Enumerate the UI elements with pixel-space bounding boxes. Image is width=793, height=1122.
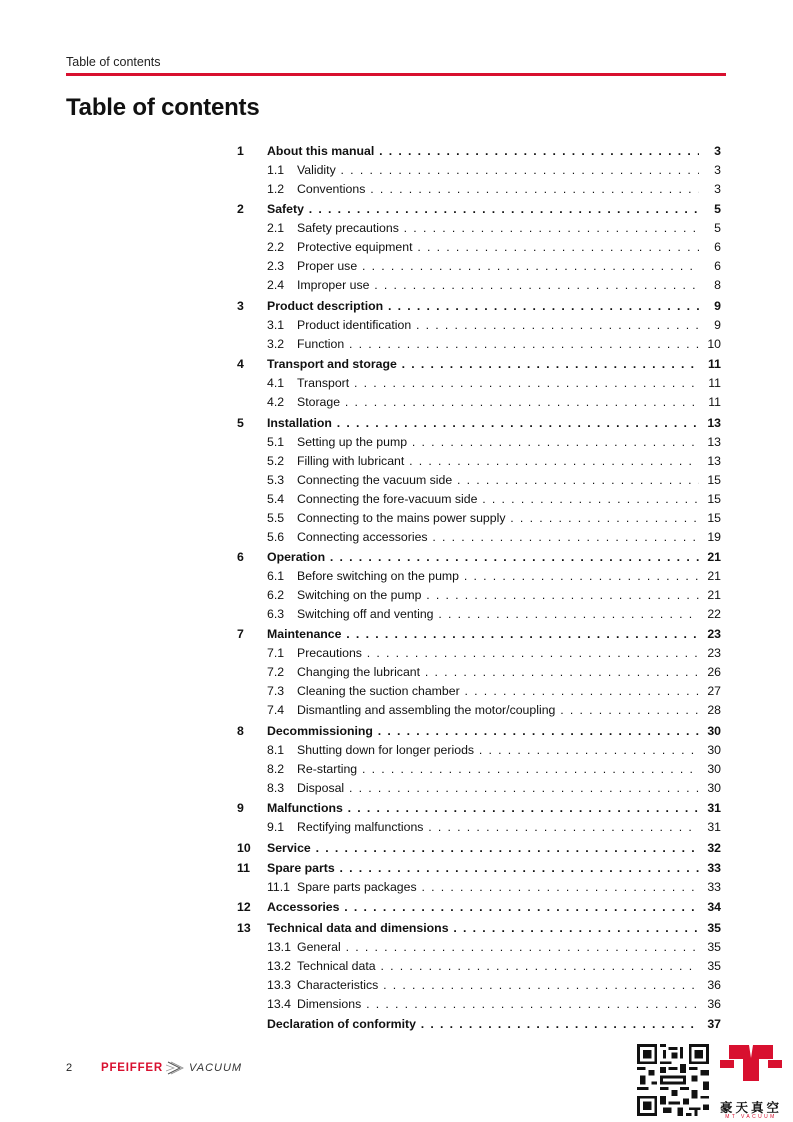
toc-entry-number: 8.2 — [267, 761, 285, 776]
toc-entry-page: 32 — [707, 840, 721, 855]
toc-entry-number: 3.1 — [267, 317, 285, 332]
pfeiffer-vacuum-logo — [101, 1057, 242, 1079]
toc-entry-title: Transport and storage . . . — [267, 355, 699, 374]
toc-section-entry[interactable] — [235, 663, 721, 682]
toc-section-entry[interactable] — [235, 878, 721, 897]
toc-chapter-entry[interactable] — [235, 548, 721, 567]
toc-entry-number: 7 — [237, 627, 244, 642]
toc-entry-page: 3 — [714, 182, 721, 196]
toc-section-entry[interactable] — [235, 995, 721, 1014]
toc-entry-page: 21 — [707, 549, 721, 564]
toc-entry-number: 5.6 — [267, 529, 285, 544]
toc-entry-title: Product description . . . — [267, 297, 699, 316]
toc-section-entry[interactable] — [235, 741, 721, 760]
toc-entry-title: Disposal . . . — [297, 779, 699, 798]
toc-entry-number: 2 — [237, 202, 244, 217]
toc-section-entry[interactable] — [235, 374, 721, 393]
toc-entry-number: 5.5 — [267, 510, 285, 525]
toc-entry-page: 35 — [707, 939, 721, 954]
toc-entry-title: Validity . . . — [297, 161, 699, 180]
toc-entry-title: Connecting to the mains power supply . . . — [297, 509, 699, 528]
toc-chapter-entry[interactable] — [235, 799, 721, 818]
brand-primary: PFEIFFER — [101, 1062, 163, 1074]
toc-section-entry[interactable] — [235, 957, 721, 976]
toc-entry-title: Dismantling and assembling the motor/coupling . . . — [297, 701, 699, 720]
toc-section-entry[interactable] — [235, 976, 721, 995]
toc-entry-page: 11 — [708, 357, 721, 372]
toc-entry-page: 11 — [708, 395, 721, 410]
toc-entry-title: Re-starting . . . — [297, 760, 699, 779]
toc-chapter-entry[interactable] — [235, 200, 721, 219]
toc-entry-number: 9.1 — [267, 820, 285, 835]
toc-chapter-entry[interactable] — [235, 414, 721, 433]
toc-entry-page: 30 — [707, 761, 721, 776]
toc-chapter-entry[interactable] — [235, 297, 721, 316]
toc-entry-page: 37 — [707, 1017, 721, 1032]
toc-entry-page: 30 — [707, 780, 721, 795]
toc-entry-number: 7.3 — [267, 684, 285, 699]
toc-entry-page: 23 — [707, 627, 721, 642]
toc-entry-page: 30 — [707, 723, 721, 738]
toc-entry-title: Changing the lubricant . . . — [297, 663, 699, 682]
toc-entry-number: 5 — [237, 415, 244, 430]
toc-entry-number: 7.1 — [267, 646, 285, 661]
toc-entry-page: 13 — [707, 434, 721, 449]
toc-entry-page: 33 — [707, 860, 721, 875]
toc-entry-number: 9 — [237, 801, 244, 816]
toc-entry-page: 9 — [714, 298, 721, 313]
toc-entry-number: 8.1 — [267, 742, 285, 757]
toc-entry-page: 33 — [707, 879, 721, 894]
toc-entry-page: 23 — [707, 646, 721, 661]
toc-entry-title: Malfunctions . . . — [267, 799, 699, 818]
toc-entry-page: 27 — [707, 684, 721, 699]
toc-chapter-entry[interactable] — [235, 898, 721, 917]
toc-entry-title: Storage . . . — [297, 393, 699, 412]
toc-entry-page: 3 — [714, 144, 721, 158]
toc-section-entry[interactable] — [235, 471, 721, 490]
toc-entry-title: General . . . — [297, 938, 699, 957]
toc-section-entry[interactable] — [235, 393, 721, 412]
toc-entry-title: Proper use . . . — [297, 257, 699, 276]
toc-entry-page: 35 — [707, 958, 721, 973]
toc-section-entry[interactable] — [235, 433, 721, 452]
toc-entry-page: 36 — [707, 996, 721, 1011]
toc-entry-page: 15 — [707, 472, 721, 487]
table-of-contents — [235, 142, 721, 1034]
toc-entry-number: 2.2 — [267, 240, 285, 255]
toc-entry-number: 8.3 — [267, 780, 285, 795]
toc-entry-page: 15 — [707, 510, 721, 525]
toc-entry-page: 8 — [714, 278, 721, 293]
toc-entry-title: Maintenance . . . — [267, 625, 699, 644]
toc-entry-number: 10 — [237, 840, 251, 855]
toc-entry-number: 6.3 — [267, 606, 285, 621]
toc-entry-number: 7.2 — [267, 665, 285, 680]
toc-entry-number: 13.3 — [267, 977, 291, 992]
toc-entry-title: Spare parts packages . . . — [297, 878, 699, 897]
toc-chapter-entry[interactable] — [235, 919, 721, 938]
toc-section-entry[interactable] — [235, 257, 721, 276]
toc-entry-number: 5.3 — [267, 472, 285, 487]
mt-vacuum-english-name: MT VACUUM — [725, 1114, 777, 1120]
page-title: Table of contents — [66, 94, 260, 121]
toc-entry-title: Connecting the vacuum side . . . — [297, 471, 699, 490]
toc-entry-page: 13 — [707, 415, 721, 430]
toc-entry-page: 35 — [707, 920, 721, 935]
toc-entry-title: Safety precautions . . . — [297, 219, 699, 238]
toc-entry-title: Switching off and venting . . . — [297, 605, 699, 624]
toc-entry-page: 22 — [707, 606, 721, 621]
toc-entry-number: 4.2 — [267, 395, 285, 410]
toc-entry-title: Shutting down for longer periods . . . — [297, 741, 699, 760]
toc-entry-title: Setting up the pump . . . — [297, 433, 699, 452]
toc-entry-number: 13.2 — [267, 958, 291, 973]
toc-entry-number: 4 — [237, 357, 244, 372]
toc-entry-page: 3 — [714, 163, 721, 177]
pfeiffer-chevron-icon — [166, 1061, 186, 1075]
toc-section-entry[interactable] — [235, 644, 721, 663]
toc-entry-number: 5.2 — [267, 453, 285, 468]
toc-section-entry[interactable] — [235, 818, 721, 837]
toc-section-entry[interactable] — [235, 180, 721, 199]
toc-entry-number: 3 — [237, 298, 244, 313]
toc-entry-title: Service . . . — [267, 839, 699, 858]
toc-section-entry[interactable] — [235, 161, 721, 180]
toc-entry-number: 1.2 — [267, 182, 285, 196]
toc-entry-number: 4.1 — [267, 376, 285, 391]
toc-entry-title: Conventions . . . — [297, 180, 699, 199]
brand-secondary: VACUUM — [189, 1062, 243, 1074]
toc-chapter-entry[interactable] — [235, 722, 721, 741]
toc-section-entry[interactable] — [235, 219, 721, 238]
toc-entry-number: 6 — [237, 549, 244, 564]
toc-section-entry[interactable] — [235, 335, 721, 354]
toc-entry-page: 9 — [714, 317, 721, 332]
toc-chapter-entry[interactable] — [235, 142, 721, 161]
toc-entry-title: Function . . . — [297, 335, 699, 354]
toc-entry-number: 3.2 — [267, 336, 285, 351]
toc-section-entry[interactable] — [235, 938, 721, 957]
toc-entry-title: Product identification . . . — [297, 316, 699, 335]
toc-entry-title: Spare parts . . . — [267, 859, 699, 878]
toc-entry-number: 11 — [237, 860, 250, 875]
toc-section-entry[interactable] — [235, 760, 721, 779]
toc-entry-title: Filling with lubricant . . . — [297, 452, 699, 471]
toc-entry-title: Accessories . . . — [267, 898, 699, 917]
toc-entry-page: 10 — [707, 336, 721, 351]
toc-entry-number: 6.2 — [267, 587, 285, 602]
toc-entry-title: Switching on the pump . . . — [297, 586, 699, 605]
toc-entry-title: Improper use . . . — [297, 276, 699, 295]
toc-entry-title: Installation . . . — [267, 414, 699, 433]
toc-entry-number: 2.4 — [267, 278, 285, 293]
toc-entry-page: 6 — [714, 240, 721, 255]
toc-chapter-entry[interactable] — [235, 1015, 721, 1034]
toc-entry-page: 13 — [707, 453, 721, 468]
toc-section-entry[interactable] — [235, 586, 721, 605]
toc-entry-page: 34 — [707, 900, 721, 915]
toc-entry-page: 11 — [708, 376, 721, 391]
toc-entry-title: Operation . . . — [267, 548, 699, 567]
toc-section-entry[interactable] — [235, 701, 721, 720]
qr-code-icon — [637, 1044, 709, 1116]
toc-section-entry[interactable] — [235, 605, 721, 624]
toc-entry-page: 31 — [707, 801, 721, 816]
toc-entry-page: 26 — [707, 665, 721, 680]
toc-entry-title: Precautions . . . — [297, 644, 699, 663]
toc-entry-number: 5.4 — [267, 491, 285, 506]
toc-entry-number: 8 — [237, 723, 244, 738]
toc-section-entry[interactable] — [235, 567, 721, 586]
toc-section-entry[interactable] — [235, 452, 721, 471]
toc-entry-title: Technical data and dimensions . . . — [267, 919, 699, 938]
toc-entry-number: 2.3 — [267, 259, 285, 274]
toc-entry-page: 21 — [707, 568, 721, 583]
toc-entry-number: 7.4 — [267, 703, 285, 718]
toc-entry-number: 12 — [237, 900, 251, 915]
toc-entry-number: 2.1 — [267, 221, 285, 236]
toc-entry-title: Declaration of conformity . . . — [267, 1015, 699, 1034]
toc-entry-page: 15 — [707, 491, 721, 506]
toc-entry-page: 31 — [707, 820, 721, 835]
running-head: Table of contents — [66, 55, 161, 69]
toc-entry-number: 1.1 — [267, 163, 285, 177]
toc-section-entry[interactable] — [235, 528, 721, 547]
toc-entry-title: Before switching on the pump . . . — [297, 567, 699, 586]
toc-entry-title: About this manual . . . — [267, 142, 699, 161]
toc-entry-page: 5 — [714, 221, 721, 236]
toc-section-entry[interactable] — [235, 316, 721, 335]
toc-section-entry[interactable] — [235, 509, 721, 528]
toc-entry-title: Connecting the fore-vacuum side . . . — [297, 490, 699, 509]
toc-entry-number: 13 — [237, 920, 251, 935]
toc-entry-number: 13.4 — [267, 996, 291, 1011]
toc-entry-number: 6.1 — [267, 568, 285, 583]
toc-entry-page: 21 — [707, 587, 721, 602]
toc-entry-number: 13.1 — [267, 939, 291, 954]
toc-section-entry[interactable] — [235, 779, 721, 798]
toc-entry-title: Rectifying malfunctions . . . — [297, 818, 699, 837]
toc-entry-title: Characteristics . . . — [297, 976, 699, 995]
toc-entry-page: 6 — [714, 259, 721, 274]
header-rule — [66, 73, 726, 76]
toc-entry-title: Decommissioning . . . — [267, 722, 699, 741]
mt-vacuum-chinese-name: 豪天真空 — [719, 1101, 782, 1115]
toc-chapter-entry[interactable] — [235, 859, 721, 878]
toc-entry-number: 5.1 — [267, 434, 285, 449]
toc-entry-title: Transport . . . — [297, 374, 699, 393]
toc-chapter-entry[interactable] — [235, 625, 721, 644]
toc-entry-title: Protective equipment . . . — [297, 238, 699, 257]
toc-entry-title: Cleaning the suction chamber . . . — [297, 682, 699, 701]
toc-entry-page: 28 — [707, 703, 721, 718]
toc-entry-page: 30 — [707, 742, 721, 757]
toc-section-entry[interactable] — [235, 276, 721, 295]
toc-section-entry[interactable] — [235, 238, 721, 257]
toc-entry-number: 11.1 — [267, 879, 291, 894]
toc-entry-title: Connecting accessories . . . — [297, 528, 699, 547]
toc-chapter-entry[interactable] — [235, 355, 721, 374]
toc-entry-title: Safety . . . — [267, 200, 699, 219]
toc-entry-title: Technical data . . . — [297, 957, 699, 976]
toc-section-entry[interactable] — [235, 490, 721, 509]
toc-entry-number: 1 — [237, 144, 244, 158]
footer-page-number: 2 — [66, 1062, 73, 1074]
toc-entry-page: 36 — [707, 977, 721, 992]
toc-entry-page: 19 — [707, 529, 721, 544]
toc-entry-page: 5 — [714, 202, 721, 217]
toc-chapter-entry[interactable] — [235, 839, 721, 858]
toc-section-entry[interactable] — [235, 682, 721, 701]
toc-entry-title: Dimensions . . . — [297, 995, 699, 1014]
